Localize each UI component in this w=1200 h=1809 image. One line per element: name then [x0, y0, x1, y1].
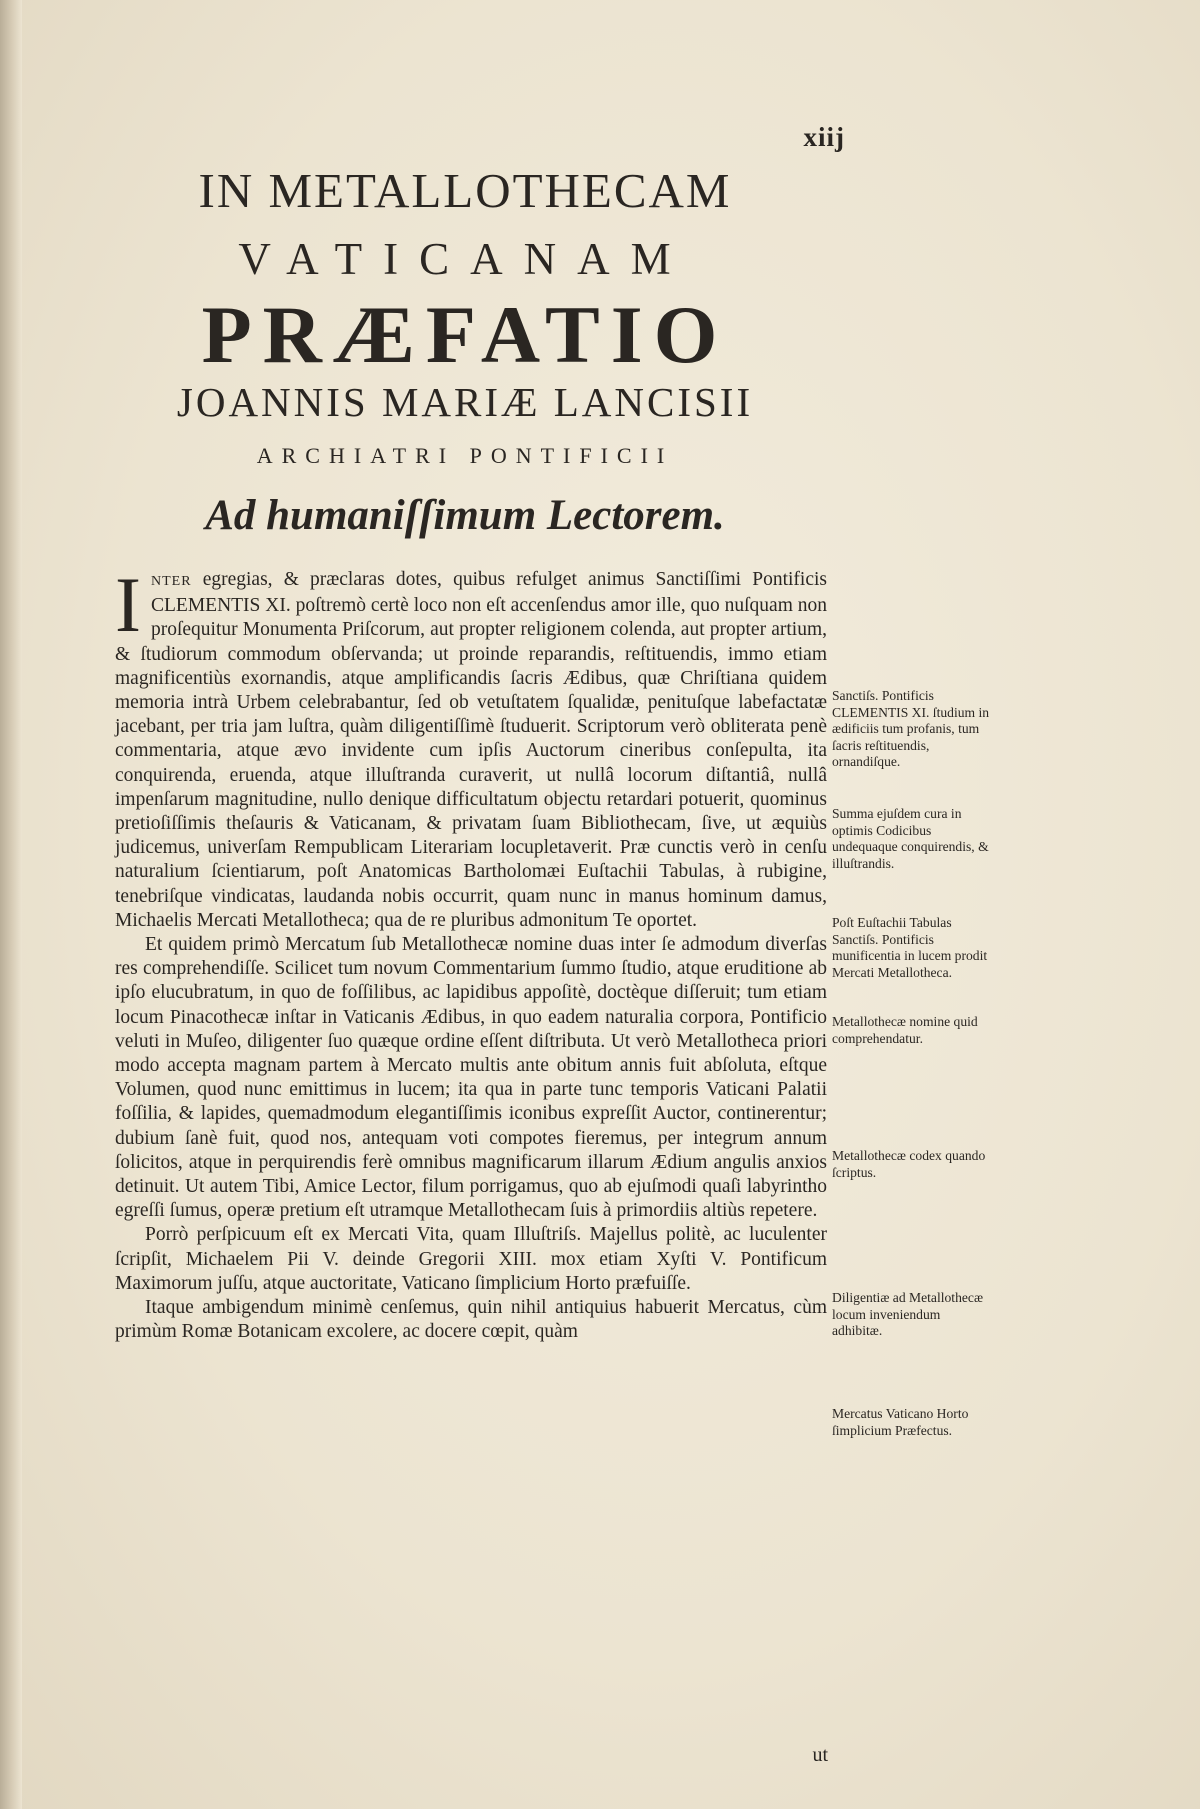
- title-line-3: PRÆFATIO: [201, 289, 729, 380]
- page-number: xiij: [803, 122, 845, 152]
- author-name: JOANNIS MARIÆ LANCISII: [176, 379, 754, 425]
- first-word: NTER: [150, 574, 192, 589]
- title-line-2: VATICANAM: [238, 234, 692, 284]
- main-text: [115, 561, 827, 1345]
- marginal-note: Sanctiſs. Pontificis CLEMENTIS XI. ſtudium in ædificiis tum profanis, tum ſacris reſtituendis, ornandiſque.: [832, 688, 990, 769]
- catchword: ut: [812, 1744, 828, 1766]
- paragraph-4: Itaque ambigendum minimè cenſemus, quin nihil antiquius habuerit Mercatus, cùm primùm Romæ Botanicam excolere, ac docere cœpit, quàm: [115, 1297, 827, 1343]
- marginal-note: Mercatus Vaticano Horto ſimplicium Præfectus.: [832, 1406, 969, 1438]
- dedication-line: Ad humaniſſimum Lectorem.: [205, 492, 725, 539]
- marginal-note: Diligentiæ ad Metallothecæ locum inveniendum adhibitæ.: [832, 1290, 984, 1338]
- marginal-note: Poſt Euſtachii Tabulas Sanctiſs. Pontificis munificentia in lucem prodit Mercati Metallotheca.: [832, 915, 988, 980]
- marginal-note: Metallothecæ codex quando ſcriptus.: [832, 1148, 986, 1180]
- author-office: ARCHIATRI PONTIFICII: [256, 443, 674, 468]
- paragraph-1: [115, 561, 827, 933]
- drop-cap: I: [115, 561, 141, 648]
- marginal-note: Metallothecæ nomine quid comprehendatur.: [832, 1014, 978, 1046]
- marginal-note: Summa ejuſdem cura in optimis Codicibus undequaque conquirendis, & illuſtrandis.: [832, 806, 989, 871]
- paragraph-3: Porrò perſpicuum eſt ex Mercati Vita, quam Illuſtriſs. Majellus politè, ac luculenter ſcripſit, Michaelem Pii V. deinde Gregorii XIII. mox etiam Xyſti V. Pontificum Maximorum juſſu, atque auctoritate, Vaticano ſimplicium Horto præfuiſſe.: [115, 1224, 827, 1294]
- title-line-1: IN METALLOTHECAM: [198, 163, 732, 218]
- page-gutter: [0, 0, 22, 1809]
- paragraph-1-text: egregias, & præclaras dotes, quibus refulget animus Sanctiſſimi Pontificis CLEMENTIS XI. poſtremò certè loco non eſt accenſendus amor ille, quo nuſquam non proſequitur Monumenta Priſcorum, aut propter religionem colenda, aut propter artium, & ſtudiorum commodum obſervanda; ut proinde reparandis, reſtituendis, immo etiam magnificentiùs exornandis, atque amplificandis ſacris Ædibus, quæ Chriſtiana quidem memoria intrà Urbem celebrabantur, ſed ob vetuſtatem ſqualidæ, penituſque labefactatæ jacebant, per tria jam luſtra, quàm diligentiſſimè ſtuduerit. Scriptorum verò obliterata penè commentaria, atque ævo invidente cum ipſis Auctorum cineribus conſepulta, ita conquirenda, eruenda, atque illuſtranda curaverit, ut nullâ locorum diſtantiâ, nullâ impenſarum magnitudine, nullo denique difficultatum objectu retardari potuerit, quominus pretioſiſſimis theſauris & Vaticanam, & privatam ſuam Bibliothecam, ſive, ut æquiùs judicemus, univerſam Rempublicam Literariam locupletaverit. Præ cunctis verò in cenſu naturalium ſcientiarum, poſt Anatomicas Bartholomæi Euſtachii Tabulas, à rubigine, tenebriſque vindicatas, laudanda nobis occurrit, quam nunc in manus hominum damus, Michaelis Mercati Metallotheca; qua de re pluribus admonitum Te oportet.: [115, 569, 827, 931]
- paragraph-2: Et quidem primò Mercatum ſub Metallothecæ nomine duas inter ſe admodum diverſas res comprehendiſſe. Scilicet tum novum Commentarium ſummo ſtudio, atque eruditione ab ipſo elucubratum, in quo de foſſilibus, ac lapidibus appoſitè, doctèque diſſeruit; tum etiam locum Pinacothecæ inſtar in Vaticanis Ædibus, in quo eadem naturalia corpora, Pontificio veluti in Muſeo, diligenter ſuo quæque ordine eſſent diſtributa. Ut verò Metallotheca priori modo accepta magnam partem à Mercato multis ante obitum annis fuit abſoluta, eſtque Volumen, quod nunc emittimus in lucem; ita qua in parte tunc temporis Vaticani Palatii foſſilia, & lapides, quemadmodum elegantiſſimis iconibus expreſſit Auctor, continerentur; dubium ſanè fuit, quod nos, antequam voti compotes fieremus, per integrum annum ſolicitos, atque in perquirendis ferè omnibus magnificarum illarum Ædium angulis anxios detinuit. Ut autem Tibi, Amice Lector, filum porrigamus, quo ab ejuſmodi quaſi labyrintho egreſſi ſumus, operæ pretium eſt utramque Metallothecam ſuis à primordiis altiùs repetere.: [115, 934, 827, 1222]
